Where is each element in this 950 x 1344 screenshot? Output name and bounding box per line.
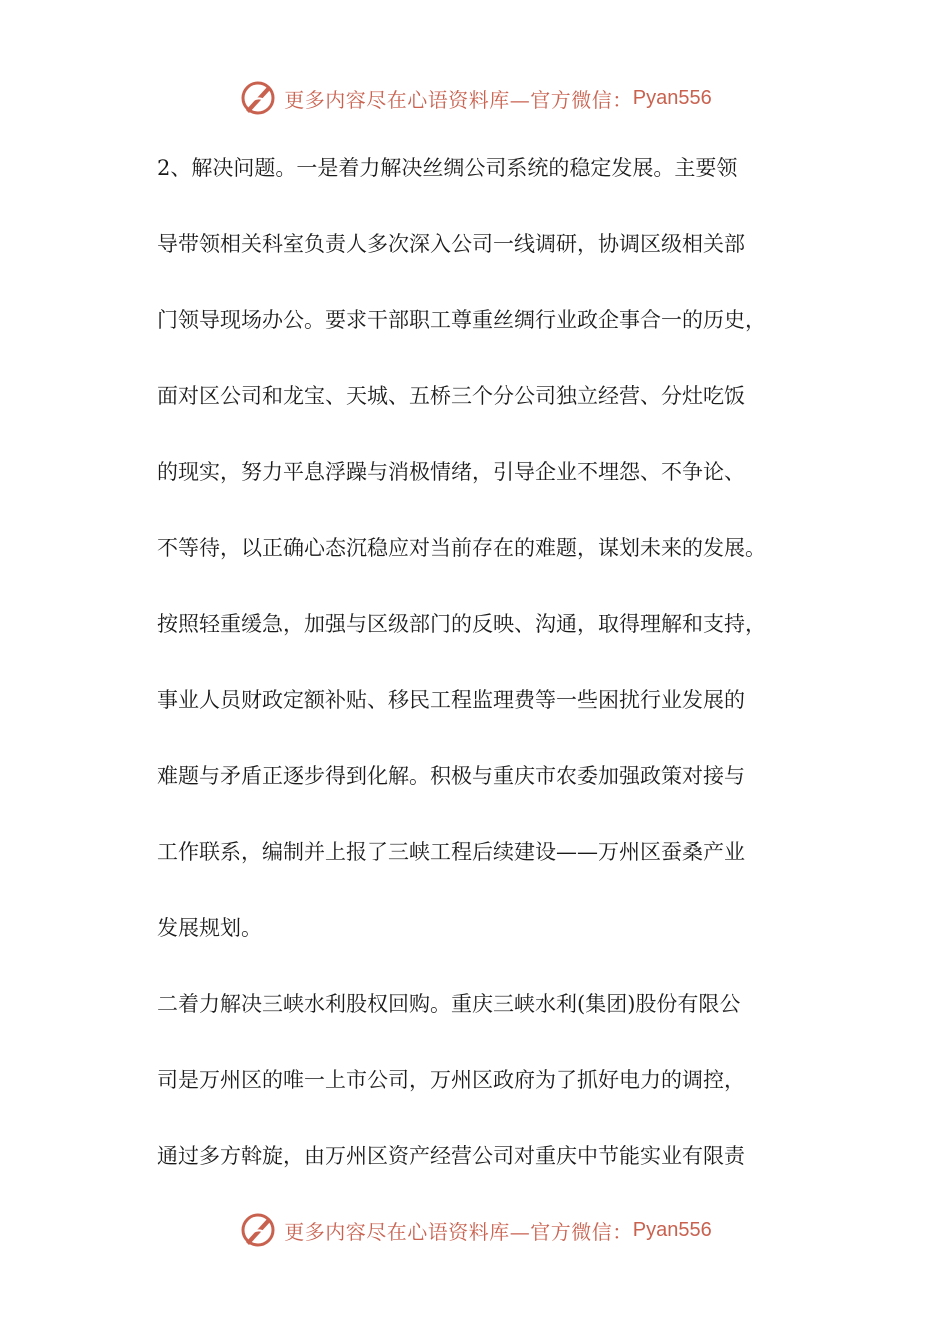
text-line: 导带领相关科室负责人多次深入公司一线调研，协调区级相关部 (157, 232, 745, 256)
document-body (157, 145, 797, 1209)
text-line: 工作联系，编制并上报了三峡工程后续建设——万州区蚕桑产业 (157, 840, 745, 864)
text-line: 按照轻重缓急，加强与区级部门的反映、沟通，取得理解和支持， (157, 612, 766, 636)
text-line: 不等待，以正确心态沉稳应对当前存在的难题，谋划未来的发展。 (157, 536, 766, 560)
text-line: 通过多方斡旋，由万州区资产经营公司对重庆中节能实业有限责 (157, 1144, 745, 1168)
text-line: 难题与矛盾正逐步得到化解。积极与重庆市农委加强政策对接与 (157, 764, 745, 788)
text-line: 司是万州区的唯一上市公司，万州区政府为了抓好电力的调控， (157, 1068, 745, 1092)
text-line: 二着力解决三峡水利股权回购。重庆三峡水利(集团)股份有限公 (157, 992, 741, 1016)
text-line: 2、解决问题。一是着力解决丝绸公司系统的稳定发展。主要领 (157, 156, 738, 180)
header-watermark (0, 76, 950, 120)
text-line: 面对区公司和龙宝、天城、五桥三个分公司独立经营、分灶吃饭 (157, 384, 745, 408)
paragraph (157, 981, 797, 1209)
watermark-text: 更多内容尽在心语资料库—官方微信： (284, 1219, 633, 1244)
watermark-text: 更多内容尽在心语资料库—官方微信： (284, 87, 633, 112)
text-line: 发展规划。 (157, 916, 262, 940)
pen-logo-icon (238, 78, 278, 118)
watermark-account: Pyan556 (632, 86, 712, 109)
pen-logo-icon (238, 1210, 278, 1250)
text-line: 的现实，努力平息浮躁与消极情绪，引导企业不埋怨、不争论、 (157, 460, 745, 484)
watermark-account: Pyan556 (632, 1218, 712, 1241)
text-line: 事业人员财政定额补贴、移民工程监理费等一些困扰行业发展的 (157, 688, 745, 712)
text-line: 门领导现场办公。要求干部职工尊重丝绸行业政企事合一的历史， (157, 308, 766, 332)
paragraph (157, 145, 797, 981)
footer-watermark (0, 1208, 950, 1252)
